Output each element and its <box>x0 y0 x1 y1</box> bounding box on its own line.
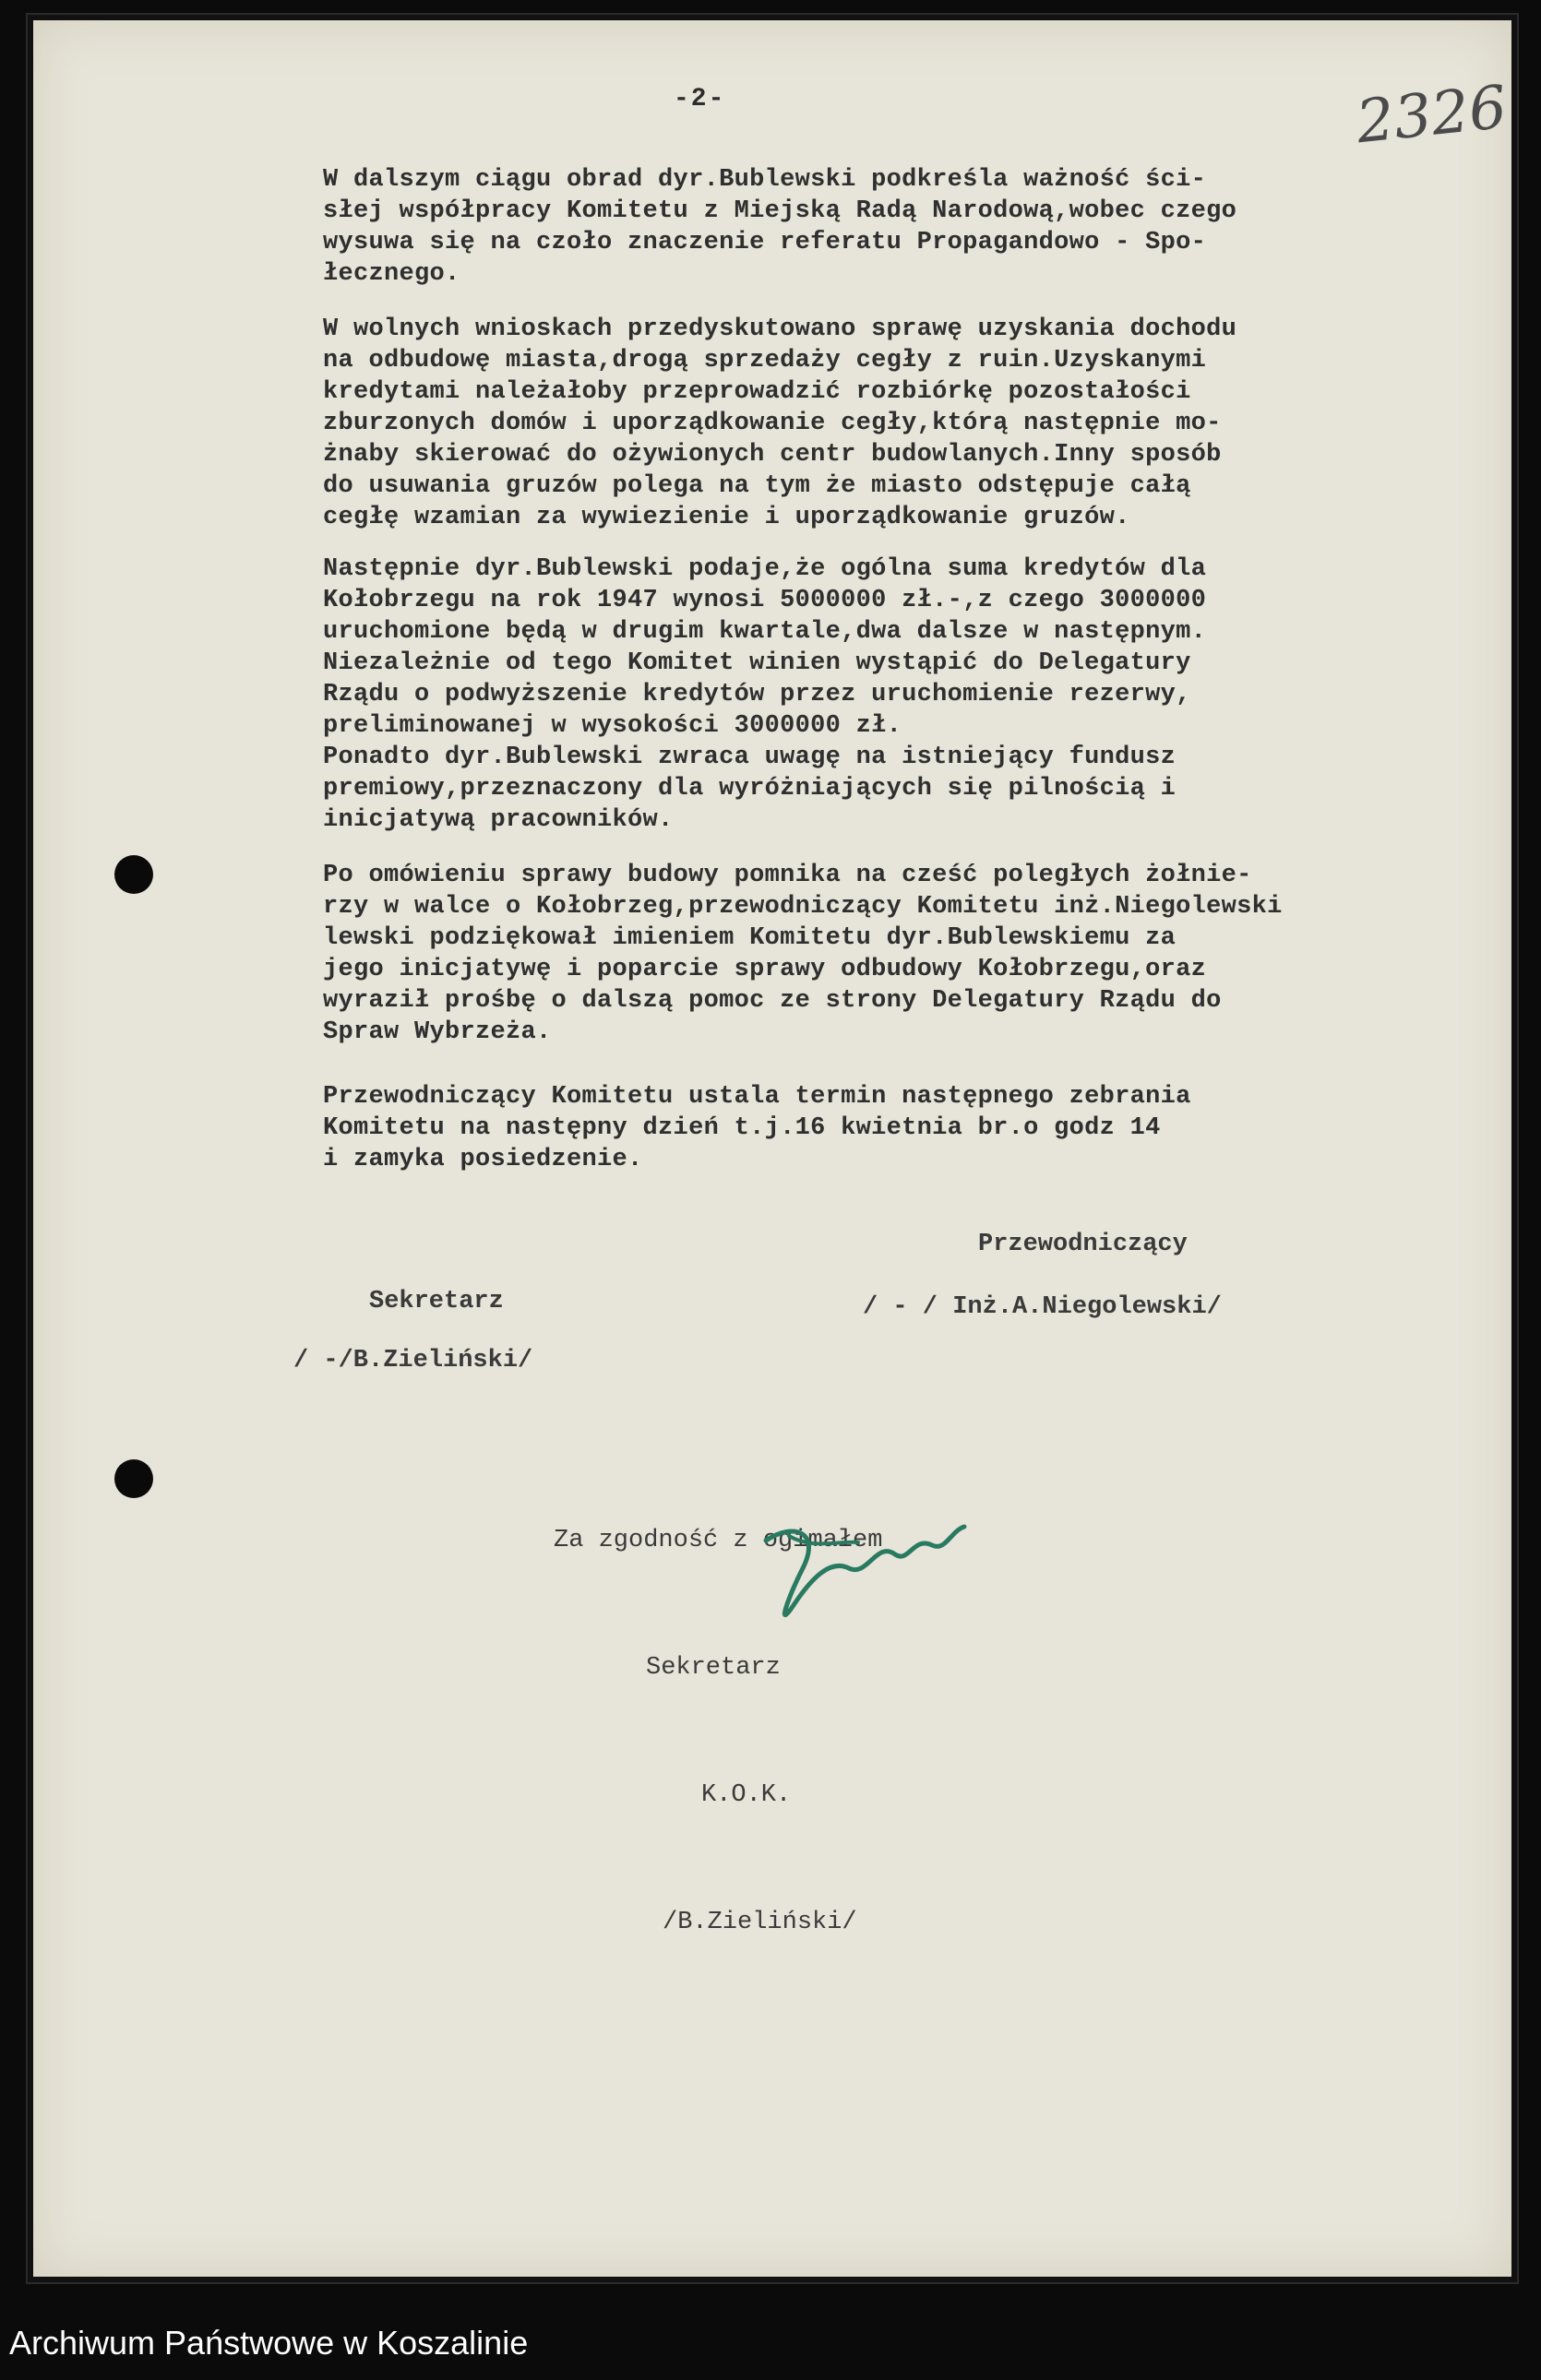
paragraph-3: Następnie dyr.Bublewski podaje,że ogólna suma kredytów dla Kołobrzegu na rok 1947 wynosi 5000000 zł.-,z czego 3000000 uruchomione będą w drugim kwartale,dwa dalsze w następnym. Niezależnie od tego Komitet winien wystąpić do Delegatury Rządu o podwyższenie kredytów przez uruchomienie rezerwy, preliminowanej w wysokości 3000000 zł. Ponadto dyr.Bublewski zwraca uwagę na istniejący fundusz premiowy,przeznaczony dla wyróżniających się pilnością i inicjatywą pracowników. <box>323 555 1207 834</box>
archive-number: 2326 <box>1353 73 1511 158</box>
secretary-title: Sekretarz <box>369 1288 504 1315</box>
chair-title: Przewodniczący <box>978 1231 1188 1258</box>
paragraph-5: Przewodniczący Komitetu ustala termin następnego zebrania Komitetu na następny dzień t.j.16 kwietnia br.o godz 14 i zamyka posiedzenie. <box>323 1083 1191 1173</box>
certification-line-1: Za zgodność z ogimałem <box>554 1527 883 1554</box>
paragraph-1: W dalszym ciągu obrad dyr.Bublewski podkreśla ważność ści- słej współpracy Komitetu z Miejską Radą Narodową,wobec czego wysuwa się na czoło znaczenie referatu Propagandowo - Spo- łecznego. <box>323 166 1237 288</box>
paragraph-2: W wolnych wnioskach przedyskutowano sprawę uzyskania dochodu na odbudowę miasta,drogą sprzedaży cegły z ruin.Uzyskanymi kredytami należałoby przeprowadzić rozbiórkę pozostałości zburzonych domów i uporządkowanie cegły,którą następnie mo- żnaby skierować do ożywionych centr budowlanych.Inny sposób do usuwania gruzów polega na tym że miasto odstępuje całą cegłę wzamian za wywiezienie i uporządkowanie gruzów. <box>323 315 1237 531</box>
handwritten-signature <box>738 1504 978 1642</box>
paragraph-4: Po omówieniu sprawy budowy pomnika na cześć poległych żołnie- rzy w walce o Kołobrzeg,przewodniczący Komitetu inż.Niegolewski lewski podziękował imieniem Komitetu dyr.Bublewskiemu za jego inicjatywę i poparcie sprawy odbudowy Kołobrzegu,oraz wyraził prośbę o dalszą pomoc ze strony Delegatury Rządu do Spraw Wybrzeża. <box>323 862 1283 1046</box>
certification-line-3: K.O.K. <box>701 1781 792 1809</box>
punch-hole-top <box>114 855 153 894</box>
certification-line-4: /B.Zieliński/ <box>663 1909 857 1936</box>
certification-line-2: Sekretarz <box>646 1654 781 1682</box>
chair-signature: / - / Inż.A.Niegolewski/ <box>863 1293 1222 1321</box>
page-number: -2- <box>674 85 726 113</box>
secretary-signature: / -/B.Zieliński/ <box>293 1347 533 1374</box>
punch-hole-bottom <box>114 1459 153 1498</box>
archive-footer: Archiwum Państwowe w Koszalinie <box>9 2324 529 2362</box>
